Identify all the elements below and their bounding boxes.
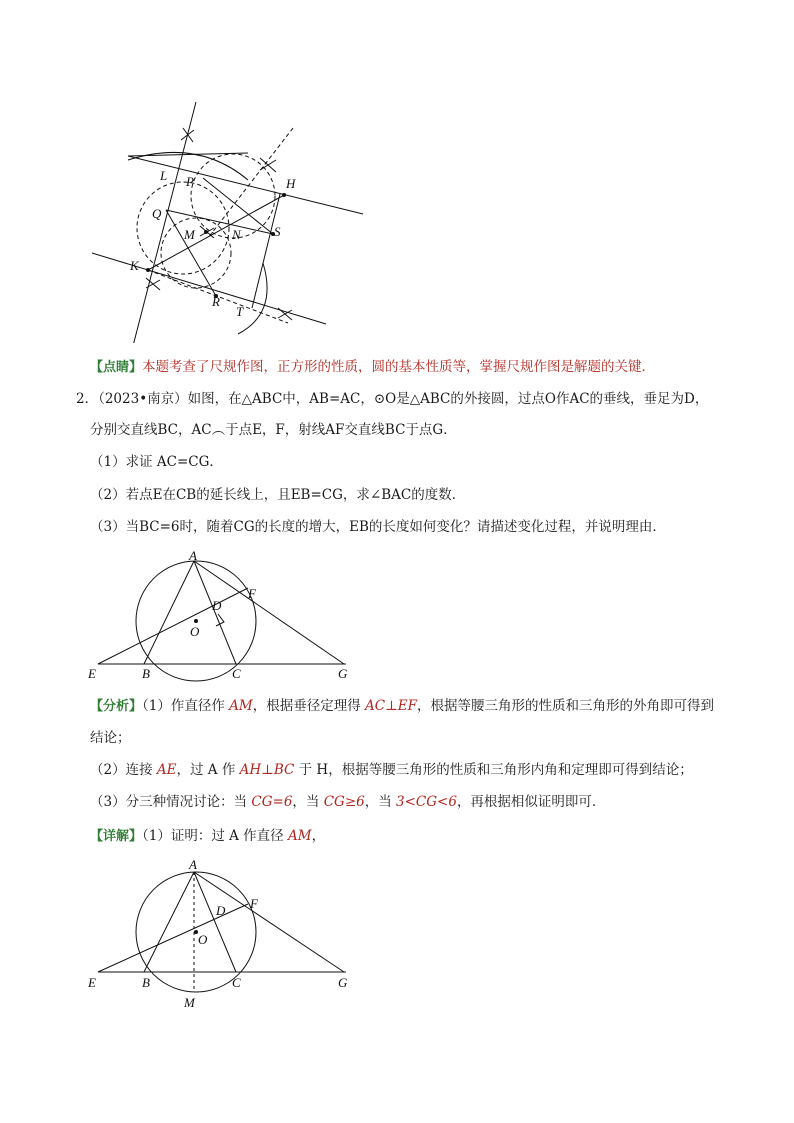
xiangjie-text-a: （1）证明：过 A 作直径 <box>142 828 288 844</box>
line-PS <box>203 178 273 234</box>
label-C: C <box>232 975 241 990</box>
fenxi-p3-c3: 3<CG<6 <box>396 794 457 810</box>
fenxi-p2-ae: AE <box>156 762 177 778</box>
label-F: F <box>250 896 258 911</box>
problem2-q1: （1）求证 AC=CG． <box>90 454 223 470</box>
line-KL <box>126 102 196 343</box>
dianjing-line <box>90 358 655 377</box>
diameter-figure <box>86 852 356 1012</box>
fenxi-p1-c: ，根据等腰三角形的性质和三角形的外角即可得到 <box>417 698 715 714</box>
xiangjie-text-b: ， <box>311 828 326 844</box>
right-angle-mark <box>216 614 224 626</box>
label-D: D <box>212 598 222 613</box>
label-A: A <box>189 857 197 872</box>
ray-AF <box>194 872 344 972</box>
label-O: O <box>190 624 200 639</box>
side-AC <box>194 872 236 972</box>
fenxi-p3 <box>90 793 605 811</box>
side-AB <box>144 872 194 972</box>
dianjing-text: 本题考查了尺规作图，正方形的性质，圆的基本性质等，掌握尺规作图是解题的关键． <box>142 359 656 375</box>
label-T: T <box>236 304 244 319</box>
fenxi-p3-c1: CG=6 <box>251 794 293 810</box>
label-L: L <box>160 168 168 183</box>
label-N: N <box>232 227 241 242</box>
label-P: P <box>186 174 194 189</box>
fenxi-tag: 【分析】 <box>90 699 143 714</box>
label-A: A <box>189 548 197 563</box>
fenxi-p2-ah: AH⊥BC <box>239 762 295 778</box>
label-M: M <box>184 995 195 1010</box>
problem2-number: 2． <box>76 391 99 407</box>
line-EF <box>98 588 248 664</box>
label-B: B <box>142 975 150 990</box>
label-Q: Q <box>152 206 162 221</box>
label-B: B <box>142 666 150 681</box>
fenxi-p1-eq: AC⊥EF <box>365 698 418 714</box>
circle-triangle-figure <box>86 548 356 683</box>
fenxi-p1-b: ，根据垂径定理得 <box>252 698 366 714</box>
xiangjie-am: AM <box>287 828 312 844</box>
side-AB <box>144 561 194 664</box>
label-G: G <box>338 975 348 990</box>
dianjing-tag: 【点睛】 <box>90 360 143 375</box>
label-K: K <box>130 258 139 273</box>
line-HS <box>252 194 280 308</box>
problem2-q2: （2）若点E在CB的延长线上，且EB=CG，求∠BAC的度数． <box>90 487 466 503</box>
label-M: M <box>184 227 195 242</box>
line-KT <box>92 253 326 324</box>
label-D: D <box>216 903 226 918</box>
label-S: S <box>274 224 281 239</box>
problem2-source: （2023•南京） <box>98 391 188 407</box>
label-C: C <box>232 666 241 681</box>
fenxi-p3-a: （3）分三种情况讨论：当 <box>90 794 252 810</box>
label-E: E <box>88 975 96 990</box>
label-G: G <box>338 666 348 681</box>
fenxi-p3-b: ，当 <box>292 794 324 810</box>
fenxi-p3-d: ，再根据相似证明即可． <box>456 794 606 810</box>
cross-2 <box>260 158 276 172</box>
problem2-line1 <box>76 390 708 408</box>
fenxi-p2-b: ，过 A 作 <box>176 762 240 778</box>
fenxi-p2-c: 于 H，根据等腰三角形的性质和三角形内角和定理即可得到结论； <box>294 762 693 778</box>
construction-figure <box>88 98 378 343</box>
fenxi-p1-d: 结论； <box>90 730 131 746</box>
label-F: F <box>248 586 256 601</box>
problem2-stem1: 如图，在△ABC中，AB=AC，⊙O是△ABC的外接圆，过点O作AC的垂线，垂足为D， <box>187 391 709 407</box>
line-PH <box>128 156 363 214</box>
label-O: O <box>198 932 208 947</box>
fenxi-p3-c: ，当 <box>364 794 397 810</box>
problem2-stem2: 分别交直线BC，AC︵于点E，F，射线AF交直线BC于点G． <box>90 422 457 438</box>
fenxi-p2 <box>90 761 693 779</box>
fenxi-p1-am: AM <box>229 698 253 714</box>
fenxi-p1-a: （1）作直径作 <box>142 698 230 714</box>
label-R: R <box>212 294 220 309</box>
fenxi-p3-c2: CG≥6 <box>323 794 365 810</box>
cross-1 <box>181 128 194 142</box>
fenxi-p2-a: （2）连接 <box>90 762 157 778</box>
label-E: E <box>88 666 96 681</box>
xiangjie-tag: 【详解】 <box>90 829 143 844</box>
label-H: H <box>286 176 296 191</box>
xiangjie-line <box>90 827 325 846</box>
fenxi-p1 <box>90 697 714 716</box>
cross-4 <box>278 308 292 320</box>
problem2-q3: （3）当BC=6时，随着CG的长度的增大，EB的长度如何变化？请描述变化过程，并说明理由． <box>90 519 666 535</box>
